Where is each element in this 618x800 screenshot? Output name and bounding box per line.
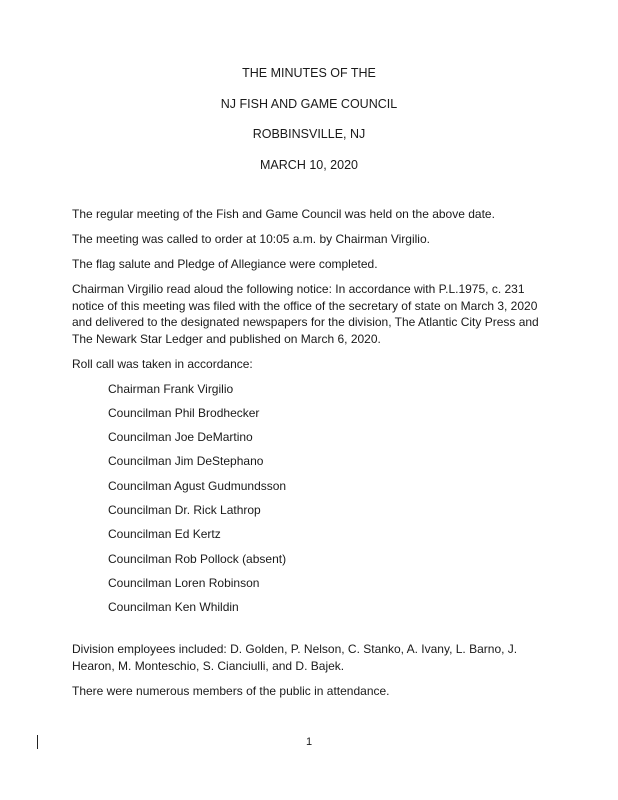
document-title [0,66,618,188]
page-number: 1 [305,736,313,748]
paragraph-notice: Chairman Virgilio read aloud the following notice: In accordance with P.L.1975, c. 231 notice of this meeting was filed with the office of the secretary of state on March 3, 2020 and delivered to the designated newspapers for the division, The Atlantic City Press and The Newark Star Ledger and published on March 6, 2020. [72,282,539,346]
paragraph-flag-salute: The flag salute and Pledge of Allegiance were completed. [72,257,378,271]
title-line: ROBBINSVILLE, NJ [252,127,366,141]
roll-call-item: Councilman Ed Kertz [108,527,221,542]
roll-call-item: Councilman Joe DeMartino [108,430,253,445]
roll-call-item: Councilman Loren Robinson [108,575,260,590]
title-line: NJ FISH AND GAME COUNCIL [220,96,398,111]
roll-call-item: Councilman Phil Brodhecker [108,405,260,420]
roll-call-item: Councilman Agust Gudmundsson [108,478,287,493]
roll-call-item: Councilman Jim DeStephano [108,454,264,469]
roll-call-list [72,381,548,624]
roll-call-item: Councilman Dr. Rick Lathrop [108,502,261,517]
roll-call-item: Councilman Rob Pollock (absent) [108,551,287,566]
document-body [72,206,548,708]
paragraph-meeting-held: The regular meeting of the Fish and Game Council was held on the above date. [72,207,495,221]
paragraph-division-employees: Division employees included: D. Golden, P. Nelson, C. Stanko, A. Ivany, L. Barno, J. Hearon, M. Monteschio, S. Cianciulli, and D. Bajek. [72,642,518,673]
title-line: MARCH 10, 2020 [260,157,358,172]
paragraph-roll-call-intro: Roll call was taken in accordance: [72,356,253,371]
title-line: THE MINUTES OF THE [242,66,376,80]
roll-call-item: Chairman Frank Virgilio [108,381,234,396]
roll-call-item: Councilman Ken Whildin [108,600,239,615]
paragraph-called-to-order: The meeting was called to order at 10:05 a.m. by Chairman Virgilio. [72,232,430,246]
paragraph-public-attendance: There were numerous members of the public in attendance. [72,683,390,698]
